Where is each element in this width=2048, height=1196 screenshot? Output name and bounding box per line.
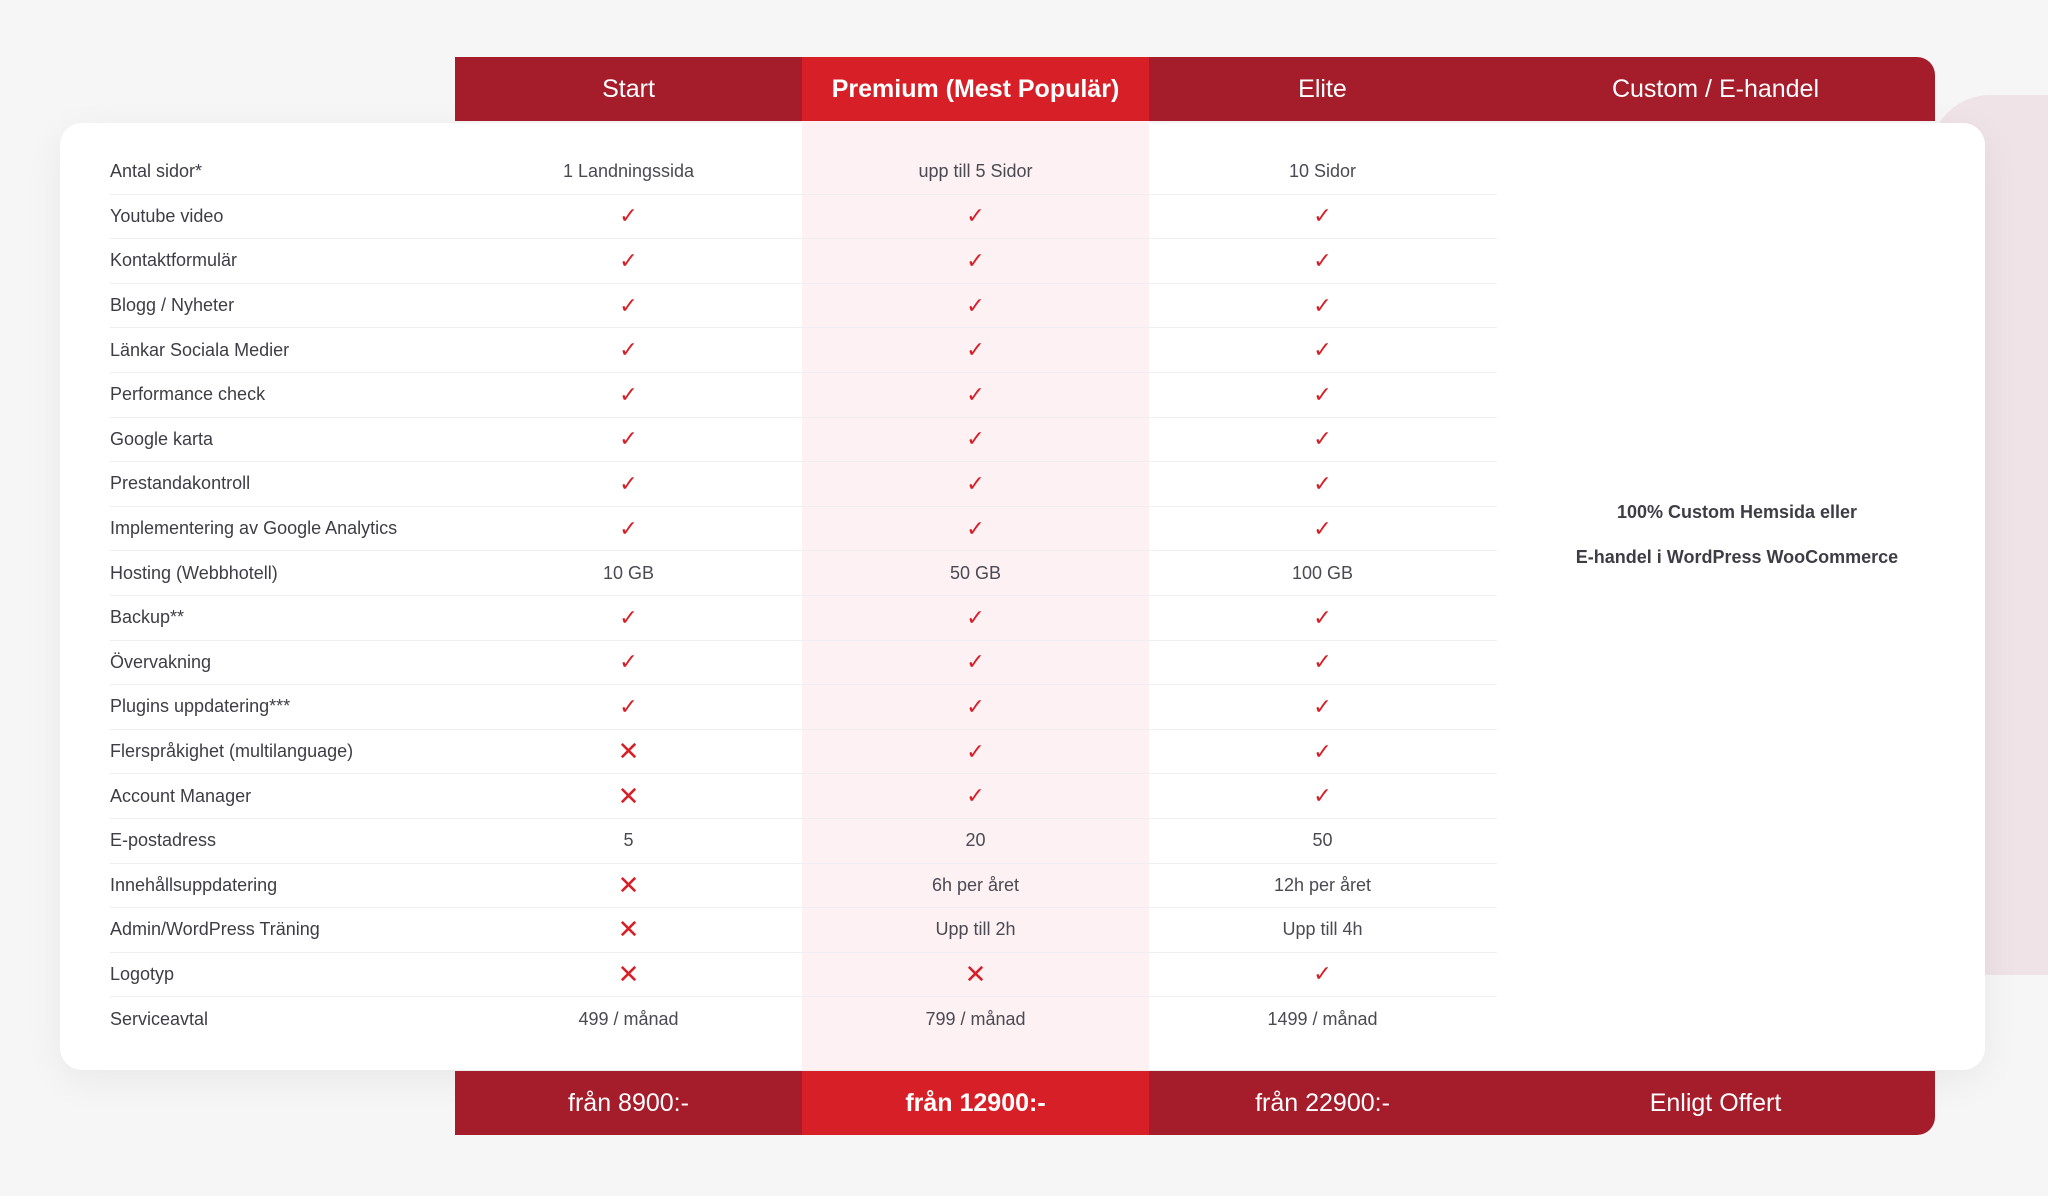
check-icon: ✓ (966, 470, 985, 496)
feature-label: Övervakning (110, 651, 212, 672)
check-icon: ✓ (1313, 426, 1332, 452)
cross-icon: ✕ (617, 780, 640, 811)
feature-label: Implementering av Google Analytics (110, 518, 398, 539)
check-icon: ✓ (966, 426, 985, 452)
check-icon: ✓ (966, 247, 985, 273)
feature-value: upp till 5 Sidor (918, 161, 1033, 182)
check-icon: ✓ (619, 292, 638, 318)
check-icon: ✓ (966, 381, 985, 407)
table-row (110, 239, 1497, 284)
feature-value: 10 Sidor (1288, 161, 1357, 182)
feature-value: 1499 / månad (1267, 1009, 1378, 1030)
feature-label: Account Manager (110, 785, 252, 806)
check-icon: ✓ (1313, 337, 1332, 363)
feature-label: Plugins uppdatering*** (110, 696, 291, 717)
table-row (110, 284, 1497, 329)
plan-header-start: Start (455, 57, 802, 121)
feature-label: Innehållsuppdatering (110, 874, 278, 895)
table-row (110, 150, 1497, 195)
check-icon: ✓ (1313, 515, 1332, 541)
table-row (110, 641, 1497, 686)
feature-label: Prestandakontroll (110, 473, 251, 494)
feature-label: Blogg / Nyheter (110, 295, 235, 316)
check-icon: ✓ (966, 738, 985, 764)
table-row (110, 730, 1497, 775)
check-icon: ✓ (619, 470, 638, 496)
table-row (110, 596, 1497, 641)
feature-value: 50 GB (949, 562, 1002, 583)
table-row (110, 953, 1497, 998)
feature-label: Länkar Sociala Medier (110, 339, 290, 360)
feature-label: Admin/WordPress Träning (110, 919, 320, 940)
price-custom[interactable]: Enligt Offert (1496, 1071, 1935, 1135)
check-icon: ✓ (1313, 604, 1332, 630)
feature-label: Youtube video (110, 205, 224, 226)
check-icon: ✓ (966, 515, 985, 541)
feature-value: 6h per året (931, 874, 1020, 895)
check-icon: ✓ (966, 693, 985, 719)
feature-value: 20 (965, 830, 986, 851)
feature-label: Backup** (110, 607, 185, 628)
check-icon: ✓ (1313, 381, 1332, 407)
feature-value: Upp till 4h (1282, 919, 1363, 940)
price-start[interactable]: från 8900:- (455, 1071, 802, 1135)
table-row (110, 195, 1497, 240)
table-row (110, 373, 1497, 418)
table-row (110, 685, 1497, 730)
feature-value: 499 / månad (578, 1009, 679, 1030)
table-row (110, 864, 1497, 909)
plan-header-elite: Elite (1149, 57, 1496, 121)
custom-line-2: E-handel i WordPress WooCommerce (1575, 547, 1899, 567)
check-icon: ✓ (966, 292, 985, 318)
feature-label: Logotyp (110, 963, 175, 984)
check-icon: ✓ (1313, 470, 1332, 496)
check-icon: ✓ (619, 515, 638, 541)
feature-value: 5 (623, 830, 634, 851)
check-icon: ✓ (1313, 961, 1332, 987)
check-icon: ✓ (619, 426, 638, 452)
check-icon: ✓ (619, 693, 638, 719)
plan-header-custom: Custom / E-handel (1496, 57, 1935, 121)
check-icon: ✓ (966, 783, 985, 809)
cross-icon: ✕ (964, 958, 987, 989)
check-icon: ✓ (1313, 649, 1332, 675)
table-row (110, 507, 1497, 552)
check-icon: ✓ (1313, 738, 1332, 764)
price-elite[interactable]: från 22900:- (1149, 1071, 1496, 1135)
cross-icon: ✕ (617, 958, 640, 989)
feature-label: Hosting (Webbhotell) (110, 562, 278, 583)
check-icon: ✓ (1313, 247, 1332, 273)
feature-label: Serviceavtal (110, 1009, 209, 1030)
check-icon: ✓ (966, 604, 985, 630)
plan-header-premium: Premium (Mest Populär) (802, 57, 1149, 121)
check-icon: ✓ (966, 337, 985, 363)
table-row (110, 819, 1497, 864)
price-footer (455, 1071, 1935, 1135)
feature-value: 100 GB (1291, 562, 1354, 583)
feature-label: Flerspråkighet (multilanguage) (110, 741, 354, 762)
feature-label: Google karta (110, 428, 214, 449)
feature-rows (110, 150, 1497, 1042)
feature-value: 12h per året (1273, 874, 1372, 895)
feature-value: Upp till 2h (935, 919, 1016, 940)
custom-plan-description (1497, 490, 1977, 580)
feature-label: Antal sidor* (110, 161, 203, 182)
check-icon: ✓ (1313, 693, 1332, 719)
check-icon: ✓ (619, 337, 638, 363)
table-row (110, 774, 1497, 819)
check-icon: ✓ (966, 203, 985, 229)
check-icon: ✓ (619, 381, 638, 407)
table-row (110, 551, 1497, 596)
check-icon: ✓ (619, 649, 638, 675)
plan-header (455, 57, 1935, 121)
cross-icon: ✕ (617, 869, 640, 900)
check-icon: ✓ (619, 203, 638, 229)
check-icon: ✓ (619, 604, 638, 630)
feature-value: 799 / månad (925, 1009, 1026, 1030)
table-row (110, 418, 1497, 463)
table-row (110, 997, 1497, 1042)
price-premium[interactable]: från 12900:- (802, 1071, 1149, 1135)
cross-icon: ✕ (617, 914, 640, 945)
cross-icon: ✕ (617, 736, 640, 767)
feature-value: 10 GB (602, 562, 655, 583)
feature-label: Kontaktformulär (110, 250, 238, 271)
feature-label: Performance check (110, 384, 266, 405)
check-icon: ✓ (966, 649, 985, 675)
check-icon: ✓ (619, 247, 638, 273)
feature-label: E-postadress (110, 830, 217, 851)
check-icon: ✓ (1313, 783, 1332, 809)
feature-value: 50 (1312, 830, 1333, 851)
check-icon: ✓ (1313, 203, 1332, 229)
feature-value: 1 Landningssida (562, 161, 695, 182)
table-row (110, 328, 1497, 373)
table-row (110, 462, 1497, 507)
table-row (110, 908, 1497, 953)
check-icon: ✓ (1313, 292, 1332, 318)
custom-line-1: 100% Custom Hemsida eller (1616, 502, 1858, 522)
